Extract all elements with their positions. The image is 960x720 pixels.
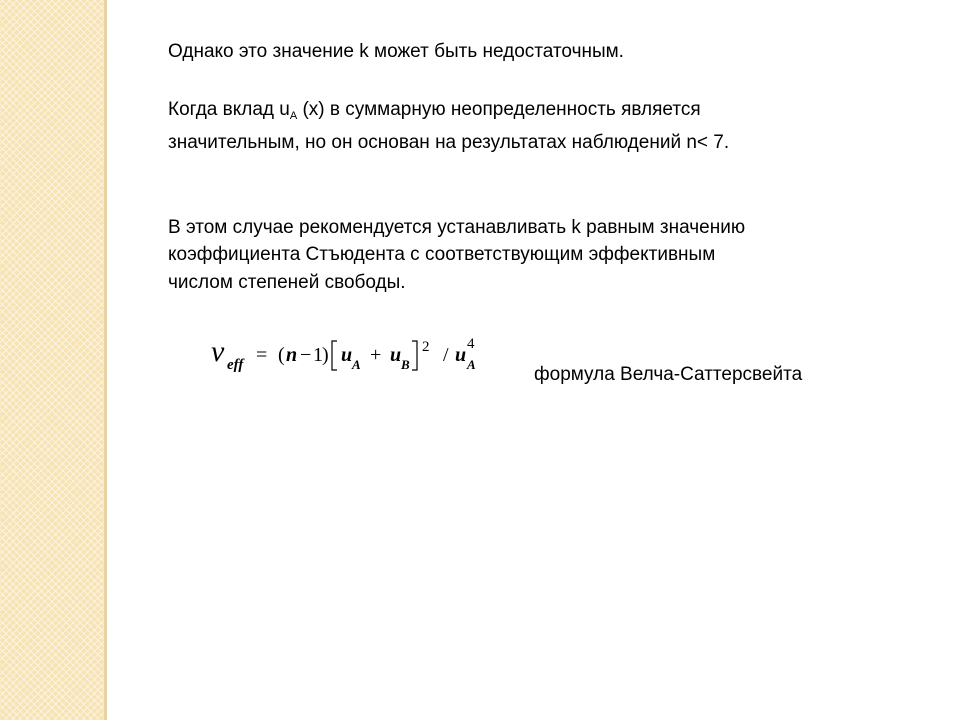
formula-slash: /: [443, 344, 449, 366]
paragraph-contribution-start: Когда вклад u: [168, 99, 290, 120]
paragraph-contribution-end: (x) в суммарную неопределенность является: [297, 99, 701, 120]
formula-power-4: 4: [467, 336, 475, 352]
formula-caption: формула Велча-Саттерсвейта: [534, 364, 803, 385]
sidebar-edge: [104, 0, 107, 720]
paragraph-contribution-line2: значительным, но он основан на результатах наблюдений n< 7.: [168, 132, 730, 153]
paragraph-contribution-line1: [168, 95, 701, 131]
formula-u-a: u: [341, 344, 353, 366]
formula-close-bracket: [412, 341, 417, 370]
formula-minus: −: [300, 344, 312, 366]
formula-open-paren: (: [278, 344, 285, 366]
subscript-a: A: [289, 110, 298, 122]
formula-sub-a: A: [352, 357, 361, 372]
paragraph-recommendation-line3: числом степеней свободы.: [168, 272, 406, 293]
paragraph-recommendation-line1: В этом случае рекомендуется устанавливать k равным значению: [168, 217, 746, 238]
paragraph-k-insufficient: Однако это значение k может быть недостаточным.: [168, 41, 624, 62]
formula-one: 1: [313, 344, 323, 366]
formula-nu: ν: [211, 336, 225, 368]
decorative-sidebar: [0, 0, 104, 720]
formula-sub-b: B: [401, 357, 410, 372]
formula-plus: +: [370, 344, 382, 366]
formula-equals: =: [256, 344, 268, 366]
formula-power-2: 2: [422, 339, 430, 355]
formula-sub-a-denominator: A: [467, 357, 476, 372]
formula-u-a-denominator: u: [455, 344, 467, 366]
formula-n: n: [286, 344, 298, 366]
formula-open-bracket: [332, 341, 337, 370]
formula-eff: eff: [227, 357, 244, 373]
formula-u-b: u: [390, 344, 402, 366]
welch-satterthwaite-formula: [211, 336, 511, 386]
formula-close-paren: ): [322, 344, 329, 366]
paragraph-recommendation-line2: коэффициента Стъюдента с соответствующим эффективным: [168, 244, 716, 265]
